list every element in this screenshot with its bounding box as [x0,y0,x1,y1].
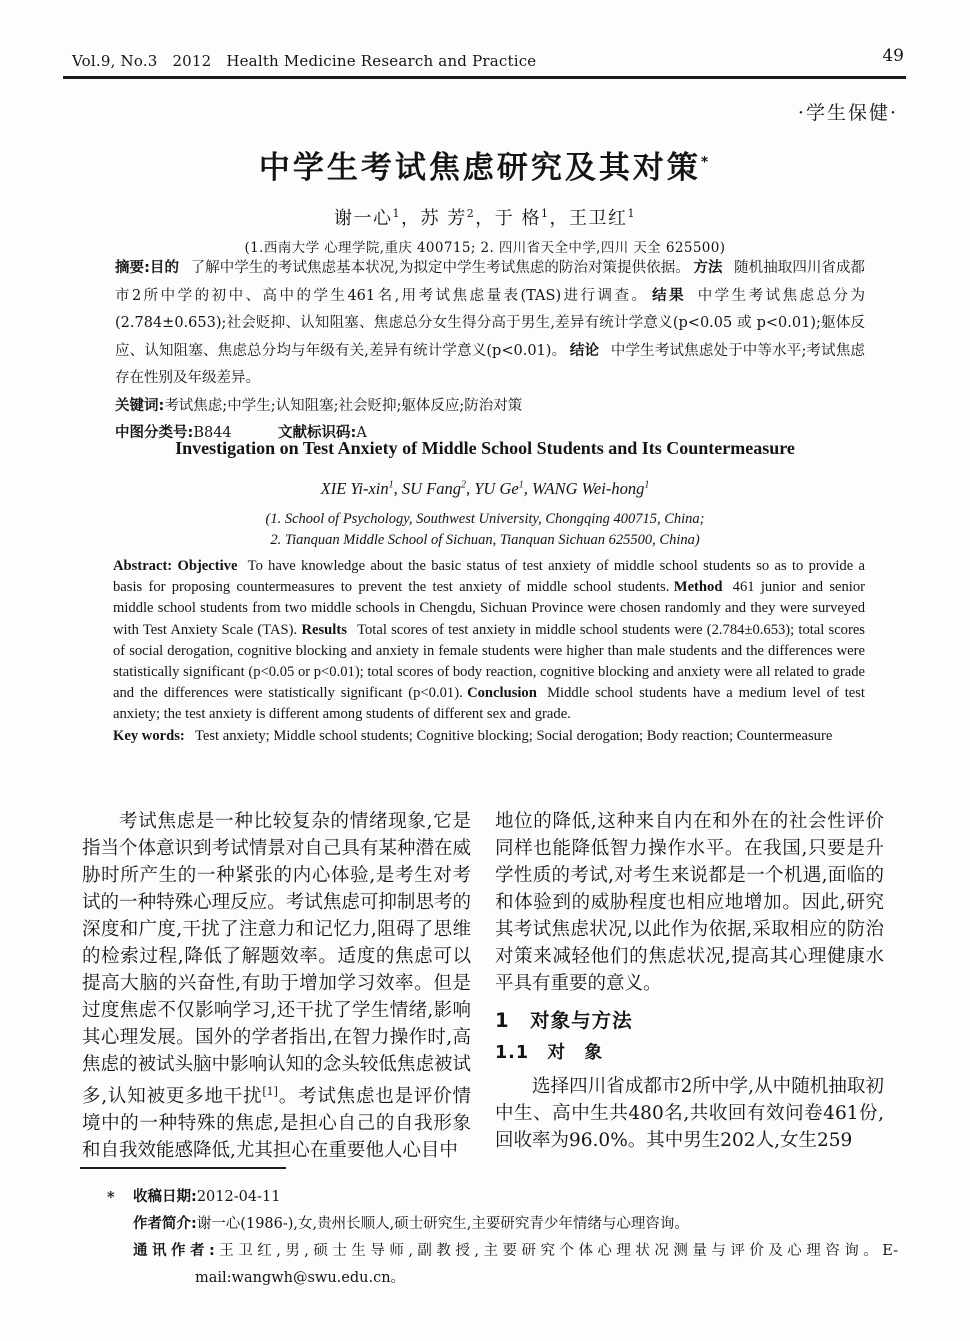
author-separator: ， [475,208,495,229]
objective-label: 目的 [149,260,180,276]
article-title-en: Investigation on Test Anxiety of Middle School Students and Its Countermeasure [175,438,795,458]
conclusion-text: 中学生考试焦虑处于中等水平;考试焦虑存在性别及年级差异。 [115,342,866,386]
author-cn: 谢一心 [334,208,393,229]
method-en-label: Method [673,579,723,596]
author-separator: ， [549,208,569,229]
author-affil-sup: 1 [392,207,402,220]
right-column [495,808,884,1164]
author-affil-sup: 2 [466,207,476,220]
method-en-text: 461 junior and senior middle school students from two middle schools in Chengdu, Sichuan Province were chosen randomly and they were surveyed with Test Anxiety Scale (TAS). [113,579,865,638]
footnote-rule [80,1167,286,1169]
conclusion-en-label: Conclusion [467,685,537,702]
keywords-en-text: Test anxiety; Middle school students; Cognitive blocking; Social derogation; Body reaction; Countermeasure [194,727,833,744]
author-cn: 于 格 [494,208,541,229]
results-label: 结果 [652,287,687,304]
author-separator: , [466,479,475,498]
article-title-cn-text: 中学生考试焦虑研究及其对策 [258,150,701,186]
received-date-label: 收稿日期: [133,1189,197,1205]
intro-text-part2: 。考试焦虑也是评价情境中的一种特殊的焦虑,是担心自己的自我形象和自我效能感降低,尤其担心在重要他人心目中 [82,1086,471,1162]
method-label: 方法 [693,260,723,276]
keywords-cn-line [115,393,865,421]
left-column [82,808,471,1164]
page-number: 49 [882,46,904,66]
intro-continuation-paragraph: 地位的降低,这种来自内在和外在的社会性评价同样也能降低智力操作水平。在我国,只要是升学性质的考试,对考生来说都是一个机遇,面临的和体验到的威胁程度也相应地增加。因此,研究其考试焦虑状况,以此作为依据,采取相应的防治对策来减轻他们的焦虑状况,提高其心理健康水平具有重要的意义。 [495,811,884,994]
footnote-received-date [103,1184,898,1211]
author-affil-sup: 1 [518,479,524,491]
title-footnote-mark: * [700,154,712,171]
received-date-value: 2012-04-11 [196,1189,281,1205]
author-en: YU Ge [474,479,519,498]
doc-code-label: 文献标识码: [278,425,357,441]
authors-en [0,479,970,499]
affiliation-en-line1: (1. School of Psychology, Southwest University, Chongqing 400715, China; [265,511,705,527]
header-rule [63,76,906,79]
abstract-cn-block [115,255,865,448]
author-separator: , [393,479,402,498]
objective-text: 了解中学生的考试焦虑基本状况,为拟定中学生考试焦虑的防治对策提供依据。 [190,260,690,276]
affiliation-en-line2: 2. Tianquan Middle School of Sichuan, Tianquan Sichuan 625500, China) [270,532,700,548]
footnote-corresponding-author [103,1238,898,1292]
author-en: WANG Wei-hong [531,479,645,498]
section-1-heading: 1 对象与方法 [495,1009,633,1032]
author-affil-sup: 1 [388,479,394,491]
abstract-cn-paragraph [115,255,865,393]
results-text: 中学生考试焦虑总分为(2.784±0.653);社会贬抑、认知阻塞、焦虑总分女生得分高于男生,差异有统计学意义(p<0.05 或 p<0.01);躯体反应、认知阻塞、焦虑总分均与年级有关,差异有统计学意义(p<0.01)。 [115,287,866,359]
conclusion-en-text: Middle school students have a medium level of test anxiety; the test anxiety is different among students of different sex and grade. [113,685,865,723]
objective-en-text: To have knowledge about the basic status of test anxiety of middle school students so as to provide a basis for proposing countermeasures to prevent the test anxiety of middle school students. [113,558,865,596]
clc-label: 中图分类号: [115,425,194,441]
keywords-en-label: Key words: [113,727,185,744]
author-bio-text: 谢一心(1986-),女,贵州长顺人,硕士研究生,主要研究青少年情绪与心理咨询。 [196,1216,689,1232]
affiliations-en [0,509,970,551]
reference-mark: [1] [262,1085,278,1098]
keywords-en-line [113,726,865,747]
results-en-label: Results [301,621,347,638]
author-en: XIE Yi-xin [320,479,389,498]
author-bio-label: 作者简介: [133,1216,197,1232]
author-affil-sup: 1 [644,479,650,491]
abstract-label: 摘要: [115,260,150,276]
section-1-1-heading: 1.1 对 象 [495,1043,604,1063]
results-en-text: Total scores of test anxiety in middle school students were (2.784±0.653); total scores of social derogation, cognitive blocking and anxiety in female students were higher than male students and the differences were statistically significant (p<0.05 or p<0.01); total scores of body reaction, cognitive blocking and anxiety were all related to grade and the differences were statistically significant (p<0.01). [113,621,866,702]
corresponding-author-text: 王卫红,男,硕士生导师,副教授,主要研究个体心理状况测量与评价及心理咨询。E-mail:wangwh@swu.edu.cn。 [195,1243,898,1286]
conclusion-label: 结论 [569,342,600,359]
author-affil-sup: 2 [461,479,466,491]
affiliations-cn: (1.西南大学 心理学院,重庆 400715; 2. 四川省天全中学,四川 天全 625500) [244,240,726,256]
author-affil-sup: 1 [627,207,636,220]
author-cn: 苏 芳 [420,208,467,229]
author-separator: , [523,479,532,498]
footnote-author-bio [103,1211,898,1238]
abstract-en-paragraph [113,556,865,726]
article-title-cn [0,142,970,187]
keywords-text: 考试焦虑;中学生;认知阻塞;社会贬抑;躯体反应;防治对策 [164,397,523,414]
keywords-label: 关键词: [115,397,165,414]
subjects-paragraph: 选择四川省成都市2所中学,从中随机抽取初中生、高中生共480名,共收回有效问卷461份,回收率为96.0%。其中男生202人,女生259 [495,1076,884,1151]
abstract-en-label: Abstract: Objective [113,558,238,574]
intro-text-part1: 考试焦虑是一种比较复杂的情绪现象,它是指当个体意识到考试情景对自己具有某种潜在威胁时所产生的一种紧张的内心体验,是考生对考试的一种特殊心理反应。考试焦虑可抑制思考的深度和广度,干扰了注意力和记忆力,阻碍了思维的检索过程,降低了解题效率。适度的焦虑可以提高大脑的兴奋性,有助于增加学习效率。但是过度焦虑不仅影响学习,还干扰了学生情绪,影响其心理发展。国外的学者指出,在智力操作时,高焦虑的被试头脑中影响认知的念头较低焦虑被试多,认知被更多地干扰 [82,811,471,1108]
author-affil-sup: 1 [540,207,550,220]
author-en: SU Fang [401,479,461,498]
author-cn: 王卫红 [568,208,628,229]
corresponding-author-label: 通讯作者: [133,1243,215,1259]
footnotes-block [103,1184,898,1292]
section-tag: ·学生保健· [797,102,898,124]
doc-code: A [356,425,367,441]
author-separator: ， [401,208,421,229]
authors-cn [0,204,970,230]
intro-paragraph [82,808,471,1164]
footnote-asterisk: * [107,1189,115,1206]
clc-number: B844 [193,425,232,441]
abstract-en-block [113,556,865,747]
journal-header-line: Vol.9, No.3 2012 Health Medicine Research and Practice [72,52,537,70]
body-columns [82,808,884,1164]
method-text: 随机抽取四川省成都市2所中学的初中、高中的学生461名,用考试焦虑量表(TAS)进行调查。 [115,260,866,304]
